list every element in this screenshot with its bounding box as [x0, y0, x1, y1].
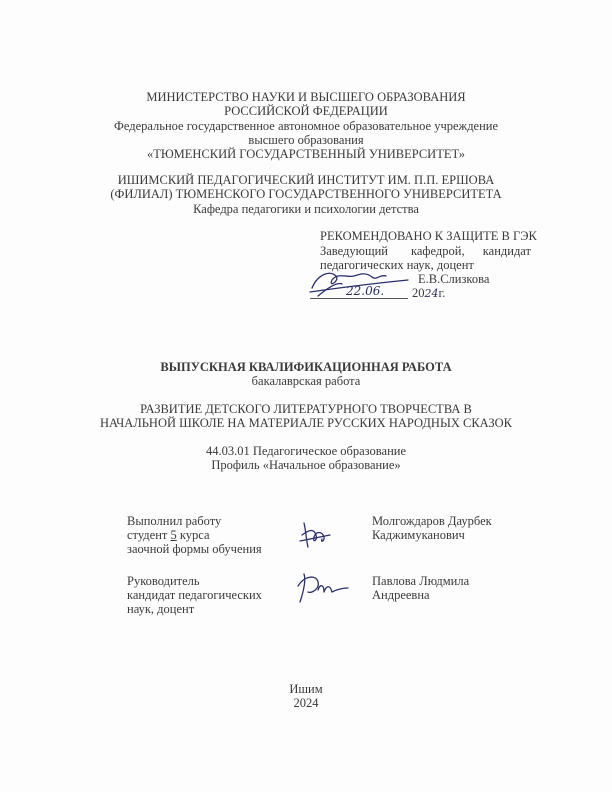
supervisor-signature [294, 570, 352, 608]
institution-type-line: Федеральное государственное автономное образовательное учреждение [113, 119, 499, 133]
work-subtype: бакалаврская работа [251, 374, 361, 388]
approval-title: РЕКОМЕНДОВАНО К ЗАЩИТЕ В ГЭК [320, 229, 537, 243]
ministry-line-1: МИНИСТЕРСТВО НАУКИ И ВЫСШЕГО ОБРАЗОВАНИЯ [146, 90, 466, 104]
approval-word-1: Заведующий [320, 244, 388, 258]
supervisor-label-2: кандидат педагогических [127, 588, 262, 602]
approval-degree-line: педагогических наук, доцент [320, 258, 474, 272]
student-name-1: Молгождаров Даурбек [372, 514, 492, 528]
approval-word-2: кафедрой, [411, 244, 465, 258]
student-name-2: Каджимуканович [372, 528, 465, 542]
institute-name-line-1: ИШИМСКИЙ ПЕДАГОГИЧЕСКИЙ ИНСТИТУТ ИМ. П.П. ЕРШОВА [117, 173, 495, 187]
student-course: 5 [170, 528, 177, 542]
year: 2024 [293, 696, 319, 710]
supervisor-label-3: наук, доцент [127, 602, 195, 616]
student-signature [296, 517, 334, 551]
supervisor-name-1: Павлова Людмила [372, 574, 470, 588]
student-label-1: Выполнил работу [127, 514, 222, 528]
student-label-3: заочной формы обучения [127, 542, 262, 556]
approval-word-3: кандидат [482, 244, 531, 258]
specialty: 44.03.01 Педагогическое образование [205, 444, 407, 458]
work-type: ВЫПУСКНАЯ КВАЛИФИКАЦИОННАЯ РАБОТА [160, 360, 452, 374]
approval-head-name: Е.В.Слизкова [418, 272, 490, 286]
university-name: «ТЮМЕНСКИЙ ГОСУДАРСТВЕННЫЙ УНИВЕРСИТЕТ» [146, 147, 466, 161]
year-handwritten: 24 [424, 287, 439, 300]
work-title-line-1: РАЗВИТИЕ ДЕТСКОГО ЛИТЕРАТУРНОГО ТВОРЧЕСТВА В [140, 402, 472, 416]
education-level-line: высшего образования [248, 133, 364, 147]
student-label-2 [127, 528, 210, 542]
work-title-line-2: НАЧАЛЬНОЙ ШКОЛЕ НА МАТЕРИАЛЕ РУССКИХ НАРОДНЫХ СКАЗОК [99, 416, 513, 430]
profile: Профиль «Начальное образование» [211, 458, 401, 472]
student-label-prefix: студент [127, 528, 171, 542]
student-label-suffix: курса [176, 528, 210, 542]
institute-name-line-2: (ФИЛИАЛ) ТЮМЕНСКОГО ГОСУДАРСТВЕННОГО УНИВЕРСИТЕТА [110, 187, 502, 201]
ministry-line-2: РОССИЙСКОЙ ФЕДЕРАЦИИ [224, 104, 388, 118]
approval-year [412, 286, 445, 301]
year-prefix: 20 [412, 286, 425, 300]
city: Ишим [289, 682, 323, 696]
date-underline [310, 298, 408, 299]
approval-date-handwritten: 22.06. [346, 284, 385, 298]
supervisor-label-1: Руководитель [127, 574, 200, 588]
department-name: Кафедра педагогики и психологии детства [193, 202, 419, 216]
year-suffix: г. [438, 286, 446, 300]
supervisor-name-2: Андреевна [372, 588, 430, 602]
